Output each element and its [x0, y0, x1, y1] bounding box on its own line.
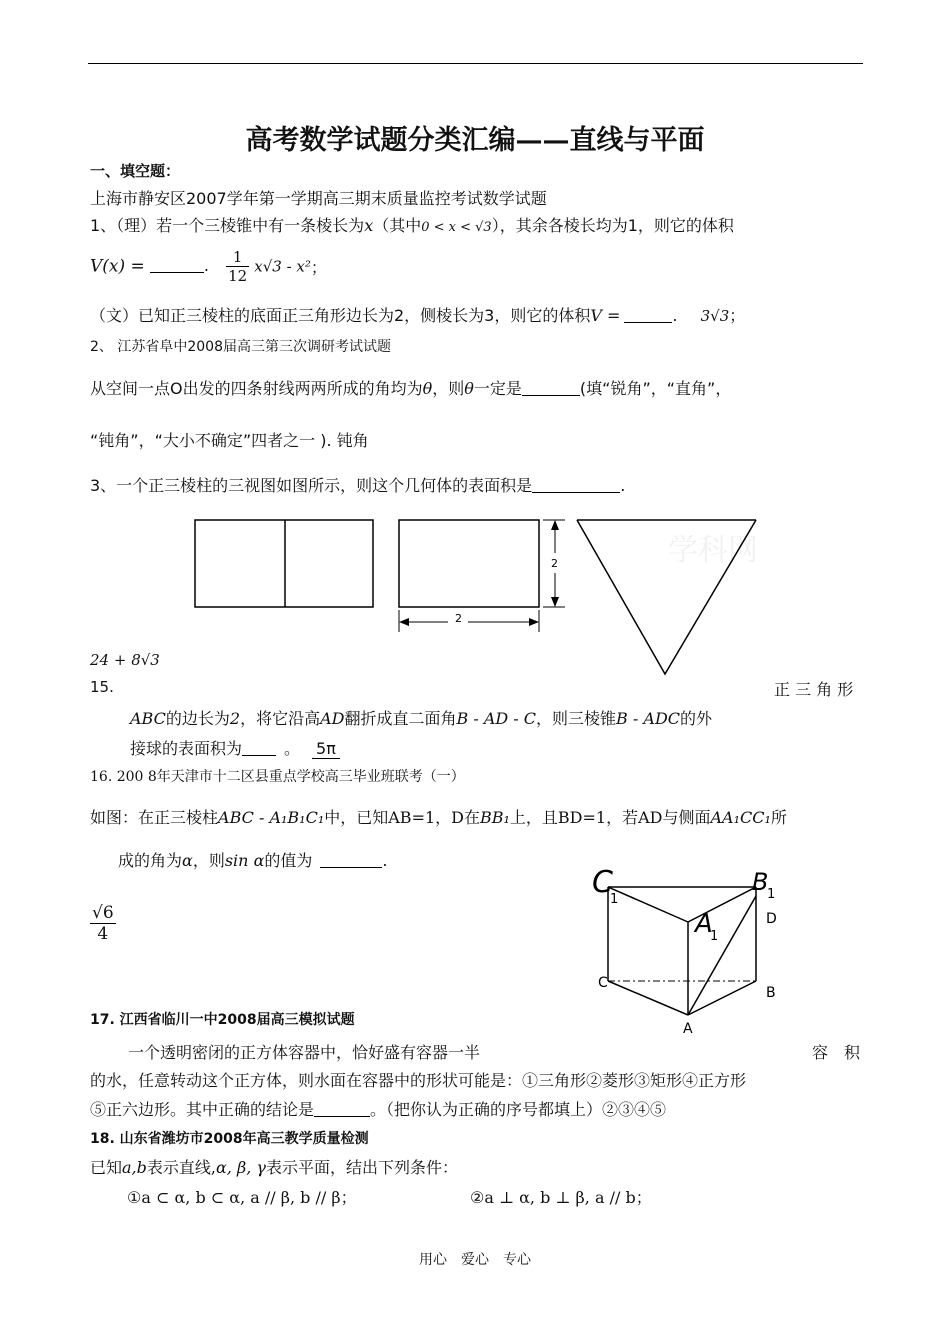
section-heading: 一、填空题：	[90, 162, 181, 180]
q16-line1	[90, 805, 787, 828]
q15-text-l3a: 接球的表面积为	[130, 739, 243, 758]
q17-source: 17. 江西省临川一中2008届高三模拟试题	[90, 1012, 355, 1028]
q1-text-c: ），其余各棱长均为1，则它的体积	[491, 216, 734, 235]
label-a1: A	[695, 909, 713, 939]
q1-wen-text: （文）已知正三棱柱的底面正三角形边长为2，侧棱长为3，则它的体积	[90, 306, 591, 325]
q3-answer: 24 + 8√3	[90, 651, 160, 669]
q1-dot: .	[203, 256, 209, 275]
label-c1-sub: 1	[610, 892, 619, 907]
q1-wen-answer: 3√3	[700, 307, 730, 325]
label-c1: C	[592, 865, 613, 900]
q16-sin: sin α	[224, 851, 265, 870]
dim-h-arrow-top	[551, 520, 559, 530]
q1-wen-line: （文）已知正三棱柱的底面正三角形边长为2，侧棱长为3，则它的体积V = . 3√3；	[90, 306, 746, 325]
q15-ad: AD	[320, 709, 345, 728]
q16-bb1: BB₁	[479, 808, 510, 827]
q16-alpha: α	[182, 851, 193, 870]
label-a1-sub: 1	[710, 929, 719, 944]
page-footer: 用心 爱心 专心	[419, 1252, 531, 1268]
q2-theta-2: θ	[464, 379, 474, 398]
q2-text-c: 一定是	[473, 379, 522, 398]
q15-number: 15.	[90, 678, 114, 696]
front-view-rect	[195, 520, 373, 607]
dim-h-arrow-bottom	[551, 597, 559, 607]
dim-h-label: 2	[551, 557, 558, 570]
q16-text-l2c: 的值为	[264, 851, 313, 870]
q1-answer-expression: x√3 - x²	[254, 257, 311, 276]
watermark-text: 学科网	[668, 533, 758, 568]
q15-line3	[130, 736, 340, 759]
q1-v-eq: V =	[590, 306, 621, 325]
q2-line2: “钝角”，“大小不确定”四者之一 ). 钝角	[90, 431, 369, 450]
q16-prism: ABC - A₁B₁C₁	[218, 808, 325, 827]
q2-theta: θ	[422, 379, 433, 398]
q16-source: 16. 200 8年天津市十二区县重点学校高三毕业班联考（一）	[90, 769, 465, 785]
q16-answer-blank[interactable]	[320, 851, 382, 868]
q2-source: 2、 江苏省阜中2008届高三第三次调研考试试题	[90, 339, 391, 355]
page-title: 高考数学试题分类汇编——直线与平面	[245, 125, 705, 156]
q17-line1: 一个透明密闭的正方体容器中，恰好盛有容器一半	[128, 1043, 481, 1062]
q18-condition-2: ②a ⊥ α, b ⊥ β, a // b；	[470, 1188, 652, 1207]
q1-text-b: （其中	[373, 216, 422, 235]
q16-line2	[118, 848, 387, 871]
q18-text-c: 表示直线,	[146, 1158, 216, 1177]
q3-end: .	[620, 476, 626, 495]
q16-text-l2a: 成的角为	[118, 851, 183, 870]
q15-dihedral: B - AD - C	[456, 709, 537, 728]
q1-wen-end: ；	[729, 306, 746, 325]
q1-var-x: x	[364, 216, 374, 235]
q16-frac-den: 4	[97, 924, 109, 944]
dim-w-label: 2	[455, 612, 462, 625]
q1-vx: V(x) =	[90, 256, 145, 277]
q1-frac-num: 1	[226, 248, 249, 267]
q15-text-j: 的外	[680, 709, 713, 728]
q17-line3	[90, 1097, 666, 1120]
q15-abc: ABC	[130, 709, 166, 728]
prism-edge-ca	[608, 981, 688, 1015]
dim-w-arrow-right	[529, 618, 539, 626]
q1-condition: 0 < x < √3	[421, 220, 492, 235]
label-b: B	[766, 985, 776, 1001]
label-d: D	[766, 911, 777, 927]
q15-answer: 5π	[312, 739, 340, 759]
q17-answer-blank[interactable]	[314, 1100, 370, 1117]
dim-w-arrow-left	[399, 618, 409, 626]
q18-condition-1: ①a ⊂ α, b ⊂ α, a // β, b // β；	[127, 1188, 357, 1207]
q18-planes: α, β, γ	[215, 1158, 266, 1177]
q2-text-b: ，则	[432, 379, 465, 398]
q18-text-a: 已知	[90, 1158, 123, 1177]
q15-text-b: 的边长为	[165, 709, 230, 728]
q2-text-d: (填“锐角”，“直角”，	[579, 379, 732, 398]
q17-text-b: 。（把你认为正确的序号都填上）②③④⑤	[370, 1100, 667, 1119]
q15-answer-blank[interactable]	[242, 739, 276, 756]
q16-answer-fraction	[90, 903, 116, 944]
q18-line1	[90, 1155, 458, 1178]
q18-text-e: 表示平面，结出下列条件：	[265, 1158, 458, 1177]
q15-text-d: ，将它沿高	[240, 709, 321, 728]
q16-text-l2d: .	[382, 851, 388, 870]
q16-text-a: 如图：在正三棱柱	[90, 808, 219, 827]
label-b1-sub: 1	[767, 887, 776, 902]
prism-edge-c1a1	[608, 887, 688, 922]
q15-pyramid: B - ADC	[616, 709, 681, 728]
label-b1: B	[752, 868, 769, 896]
q16-text-e: 上，且BD=1，若AD与侧面	[509, 808, 711, 827]
q15-right-text: 正 三 角 形	[774, 680, 854, 699]
q3-text: 3、一个正三棱柱的三视图如图所示，则这个几何体的表面积是	[90, 476, 533, 495]
q16-face: AA₁CC₁	[710, 808, 771, 827]
q18-ab: a,b	[122, 1158, 147, 1177]
q15-text-f: 翻折成直二面角	[344, 709, 457, 728]
q1-text-a: 1、（理）若一个三棱锥中有一条棱长为	[90, 216, 365, 235]
q2-text-a: 从空间一点O出发的四条射线两两所成的角均为	[90, 379, 423, 398]
label-a: A	[683, 1021, 693, 1037]
label-c: C	[598, 975, 608, 991]
q16-frac-num: √6	[92, 903, 114, 923]
q17-line2: 的水，任意转动这个正方体，则水面在容器中的形状可能是：①三角形②菱形③矩形④正方形	[90, 1071, 747, 1090]
q17-text-a: ⑤正六边形。其中正确的结论是	[90, 1100, 315, 1119]
q17-line1-right: 容 积	[812, 1043, 861, 1062]
q15-text-l3b: 。	[284, 739, 301, 758]
q16-text-c: 中，已知AB=1，D在	[324, 808, 480, 827]
q18-source: 18. 山东省潍坊市2008年高三教学质量检测	[90, 1131, 369, 1147]
side-view-rect	[399, 520, 539, 607]
q16-text-g: 所	[770, 808, 787, 827]
q15-line2	[130, 706, 712, 729]
q1-source: 上海市静安区2007学年第一学期高三期末质量监控考试数学试题	[90, 189, 547, 208]
q1-semicolon: ；	[310, 258, 327, 277]
q15-text-h: ，则三棱锥	[536, 709, 617, 728]
q1-frac-den: 12	[228, 267, 248, 285]
q15-side: 2	[229, 709, 241, 728]
q16-text-l2b: ，则	[192, 851, 225, 870]
